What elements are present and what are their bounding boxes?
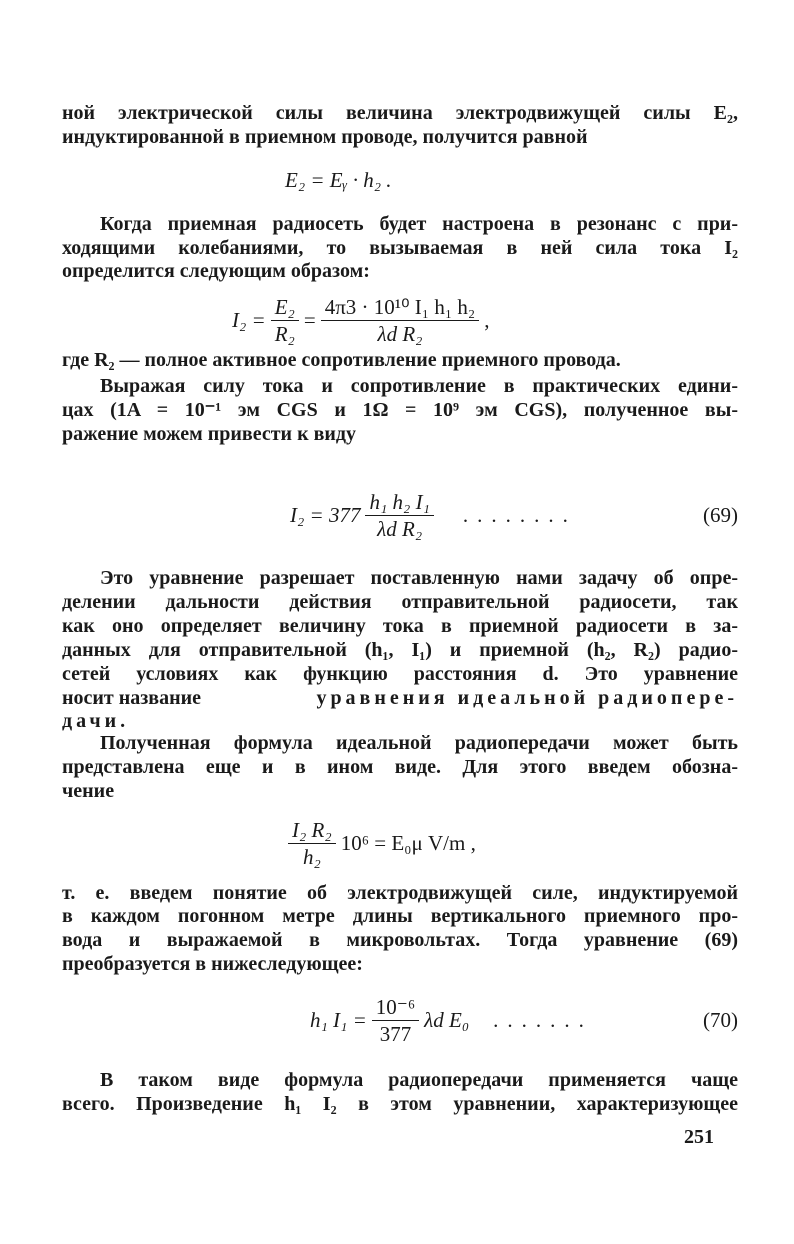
text-line: ражение можем привести к виду: [62, 423, 357, 445]
text-line: сетей условиях как функцию расстояния d. Это уравнение: [62, 663, 738, 685]
eq4-rhs: 10⁶ = E₀μ V/m ,: [340, 831, 476, 855]
text-line: как оно определяет величину тока в приемной радиосети в за-: [62, 615, 738, 637]
text-line: Выражая силу тока и сопротивление в практических едини-: [100, 375, 738, 397]
text-line: определится следующим образом:: [62, 260, 370, 282]
text-span: носит название: [62, 687, 202, 709]
fraction-denominator: R₂: [274, 322, 295, 346]
equation-1: E₂ = Eᵧ · h₂ .: [285, 168, 392, 192]
eq5-rhs: λd E₀: [424, 1008, 470, 1032]
fraction-denominator: λd R₂: [377, 322, 423, 346]
text-line: индуктированной в приемном проводе, получится равной: [62, 126, 588, 148]
text-line: преобразуется в нижеследующее:: [62, 953, 363, 975]
text-line: Когда приемная радиосеть будет настроена в резонанс с при-: [100, 213, 738, 235]
spaced-term: дачи.: [62, 710, 130, 732]
fraction-denominator: 377: [379, 1022, 412, 1046]
equation-70: [310, 995, 738, 1046]
text-line: Полученная формула идеальной радиопередачи может быть: [100, 732, 738, 754]
equation-2: [232, 295, 489, 346]
eq5-fraction: [372, 995, 419, 1046]
text-line: ной электрической силы величина электродвижущей силы E₂,: [62, 102, 738, 124]
text-line: т. е. введем понятие об электродвижущей силе, индуктируемой: [62, 882, 738, 904]
page-number: 251: [684, 1126, 714, 1148]
equation-69: [290, 490, 738, 541]
equation-number: (69): [703, 503, 738, 527]
fraction-denominator: λd R₂: [377, 517, 423, 541]
eq5-lhs: h₁ I₁ =: [310, 1008, 367, 1032]
text-line: вода и выражаемой в микровольтах. Тогда уравнение (69): [62, 929, 738, 951]
text-line: всего. Произведение h₁ I₂ в этом уравнении, характеризующее: [62, 1093, 738, 1115]
fraction-numerator: 10⁻⁶: [372, 995, 419, 1021]
fraction-numerator: h₁ h₂ I₁: [365, 490, 433, 516]
text-line: В таком виде формула радиопередачи применяется чаще: [100, 1069, 738, 1091]
text-line: ходящими колебаниями, то вызываемая в ней сила тока I₂: [62, 237, 738, 259]
text-line: делении дальности действия отправительной радиосети, так: [62, 591, 738, 613]
text-line: цах (1A = 10⁻¹ эм CGS и 1Ω = 10⁹ эм CGS), полученное вы-: [62, 399, 738, 421]
text-line: чение: [62, 780, 115, 802]
equation-number: (70): [703, 1008, 738, 1032]
eq2-fraction-2: [321, 295, 480, 346]
text-line: Это уравнение разрешает поставленную нами задачу об опре-: [100, 567, 738, 589]
text-line: где R₂ — полное активное сопротивление приемного провода.: [62, 349, 621, 371]
text-line: [62, 686, 738, 710]
eq3-lhs: I₂ = 377: [290, 503, 361, 527]
fraction-numerator: 4π3 · 10¹⁰ I₁ h₁ h₂: [321, 295, 480, 321]
eq4-fraction: [288, 818, 336, 869]
leader-dots: ........: [462, 503, 577, 527]
comma: ,: [484, 308, 490, 332]
fraction-denominator: h₂: [302, 845, 321, 869]
eq3-fraction: [365, 490, 433, 541]
text-line: в каждом погонном метре длины вертикального приемного про-: [62, 905, 738, 927]
equation-notation: [283, 818, 476, 869]
leader-dots: .......: [493, 1008, 593, 1032]
text-line: данных для отправительной (h₁, I₁) и приемной (h₂, R₂) радио-: [62, 639, 738, 661]
fraction-numerator: I₂ R₂: [288, 818, 336, 844]
spaced-term: уравнения идеальной радиопере-: [316, 687, 738, 709]
text-line: представлена еще и в ином виде. Для этого введем обозна-: [62, 756, 738, 778]
equals-sign: =: [303, 308, 316, 332]
eq2-fraction-1: [271, 295, 299, 346]
fraction-numerator: E₂: [271, 295, 299, 321]
eq2-lhs: I₂ =: [232, 308, 266, 332]
